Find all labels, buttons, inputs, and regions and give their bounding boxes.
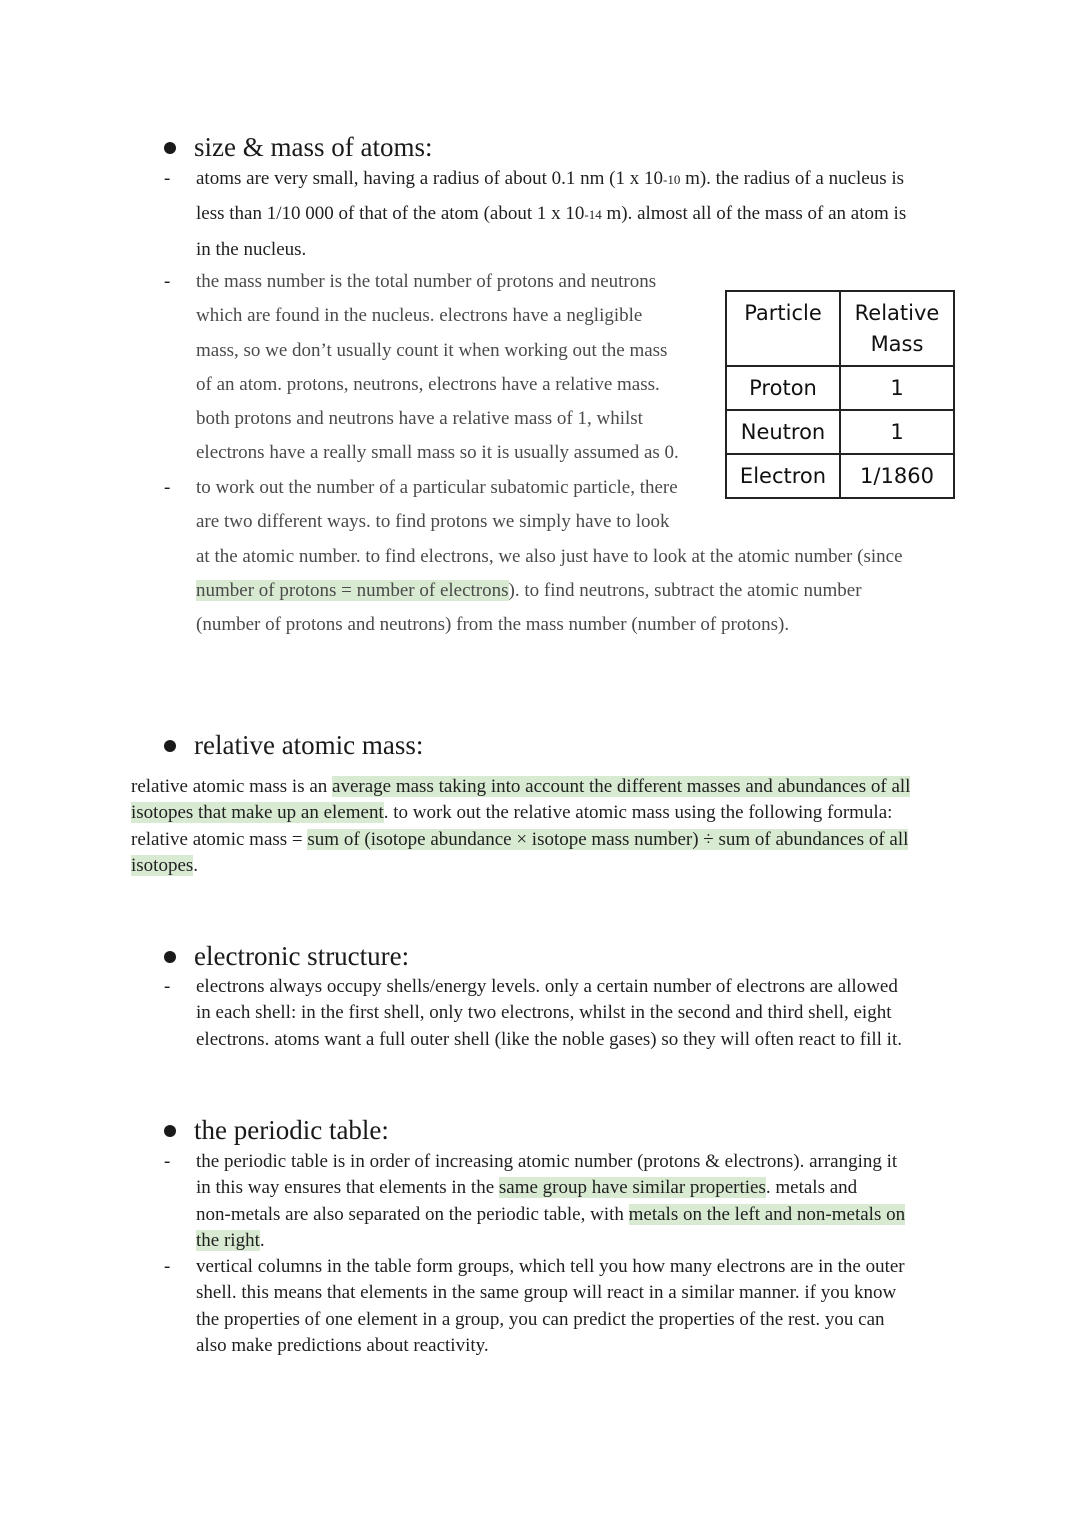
table-header-row (726, 291, 954, 366)
highlight: isotopes that make up an element (131, 802, 384, 824)
list-dash: - (164, 976, 171, 997)
bullet-dot-icon (164, 142, 176, 154)
table-cell-particle: Proton (726, 366, 840, 410)
highlight: average mass taking into account the different masses and abundances of all (332, 776, 911, 797)
bullet-dot-icon (164, 1125, 176, 1137)
table-cell-particle: Neutron (726, 410, 840, 454)
paragraph-mass-number: the mass number is the total number of protons and neutrons which are found in the nucleus. electrons have a negligible mass, so we don’t usually count it when working out the mass of an atom. protons, neutrons, electrons have a relative mass. both protons and neutrons have a relative mass of 1, whilst electrons have a really small mass so it is usually assumed as 0. (196, 271, 679, 464)
highlight: sum of (isotope abundance × isotope mass number) ÷ sum of abundances of all (307, 828, 909, 850)
table-header-relative-mass: Relative Mass (840, 291, 954, 366)
highlight: isotopes (131, 854, 194, 876)
paragraph-periodic-groups: vertical columns in the table form groups, which tell you how many electrons are in the outer shell. this means that elements in the same group will react in a similar manner. if you know the properties of one element in a group, you can predict the properties of the rest. you can also make predictions about reactivity. (196, 1256, 905, 1356)
table-row (726, 454, 954, 498)
paragraph-electronic-structure: electrons always occupy shells/energy levels. only a certain number of electrons are allowed in each shell: in the first shell, only two electrons, whilst in the second and third shell, eight electrons. atoms want a full outer shell (like the noble gases) so they will often react to fill it. (196, 976, 902, 1050)
bullet-dot-icon (164, 951, 176, 963)
list-dash: - (164, 477, 171, 498)
table-header-particle: Particle (726, 291, 840, 366)
list-dash: - (164, 1256, 171, 1277)
table-row (726, 366, 954, 410)
paragraph-relative-atomic-mass: relative atomic mass is an average mass taking into account the different masses and abundances of all isotopes that make up an element. to work out the relative atomic mass using the following formula: relative atomic mass = sum of (isotope abundance × isotope mass number) ÷ sum of abundances of all isotopes. (131, 776, 911, 876)
relative-mass-table (725, 290, 955, 499)
highlight: the right (196, 1229, 260, 1251)
highlight: metals on the left and non-metals on (628, 1203, 906, 1225)
highlight: same group have similar properties (498, 1177, 766, 1199)
table-cell-mass: 1/1860 (840, 454, 954, 498)
heading-size-mass: size & mass of atoms: (164, 130, 432, 164)
bullet-dot-icon (164, 740, 176, 752)
paragraph-atom-size: atoms are very small, having a radius of about 0.1 nm (1 x 10-10 m). the radius of a nucleus is less than 1/10 000 of that of the atom (about 1 x 10-14 m). almost all of the mass of an atom is in the nucleus. (196, 168, 907, 260)
paragraph-subatomic-count: to work out the number of a particular subatomic particle, there are two different ways. to find protons we simply have to look at the atomic number. to find electrons, we also just have to look at the atomic number (since number of protons = number of electrons). to find neutrons, subtract the atomic number (number of protons and neutrons) from the mass number (number of protons). (196, 477, 903, 636)
heading-periodic-table: the periodic table: (164, 1113, 389, 1147)
highlight: number of protons = number of electrons (196, 579, 509, 601)
heading-relative-atomic-mass: relative atomic mass: (164, 728, 423, 762)
table-cell-particle: Electron (726, 454, 840, 498)
paragraph-periodic-order: the periodic table is in order of increasing atomic number (protons & electrons). arranging it in this way ensures that elements in the same group have similar properties. metals and non-metals are also separated on the periodic table, with metals on the left and non-metals on the right. (196, 1151, 906, 1251)
list-dash: - (164, 271, 171, 292)
heading-electronic-structure: electronic structure: (164, 939, 409, 973)
list-dash: - (164, 1151, 171, 1172)
table-row (726, 410, 954, 454)
table-cell-mass: 1 (840, 366, 954, 410)
table-cell-mass: 1 (840, 410, 954, 454)
list-dash: - (164, 168, 171, 189)
